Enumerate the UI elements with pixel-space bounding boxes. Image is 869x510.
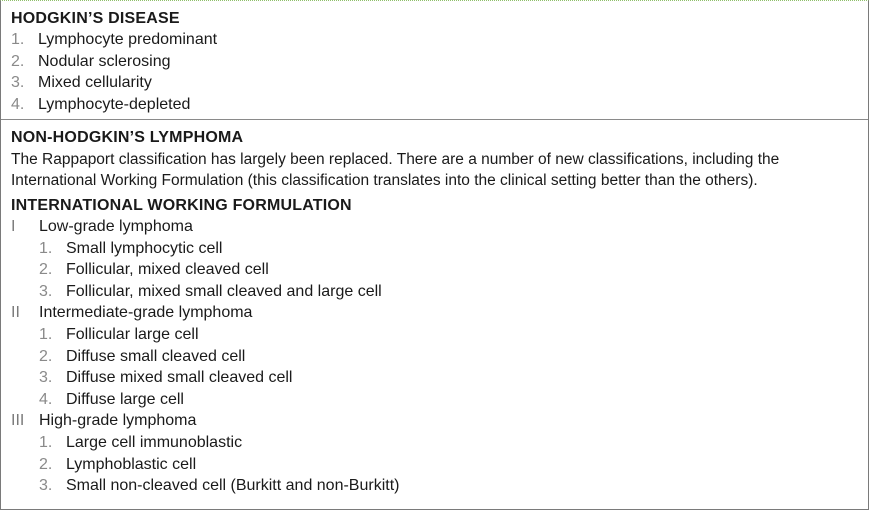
item-text: Diffuse large cell	[66, 390, 184, 408]
grade-label: High-grade lymphoma	[39, 412, 197, 430]
item-number: 1.	[11, 31, 25, 48]
item-text: Follicular large cell	[66, 325, 199, 343]
list-item	[11, 346, 868, 368]
roman-numeral: I	[11, 218, 16, 235]
item-number: 1.	[39, 433, 53, 451]
list-item	[11, 72, 868, 94]
item-text: Large cell immunoblastic	[66, 433, 243, 451]
paragraph-line: International Working Formulation (this classification translates into the clinical setting better than the others).	[11, 171, 758, 189]
item-text: Diffuse mixed small cleaved cell	[66, 369, 293, 387]
grade-group-header	[11, 410, 868, 432]
item-text: Mixed cellularity	[38, 74, 152, 92]
grade-label: Low-grade lymphoma	[39, 218, 193, 235]
list-item	[11, 29, 868, 51]
list-item	[11, 432, 868, 454]
list-item	[11, 475, 868, 497]
item-number: 3.	[39, 369, 53, 387]
paragraph-line: The Rappaport classification has largely been replaced. There are a number of new classifications, including the	[11, 151, 780, 168]
item-number: 4.	[39, 390, 53, 408]
item-text: Lymphocyte predominant	[38, 31, 218, 48]
item-text: Small lymphocytic cell	[66, 239, 223, 257]
list-item	[11, 259, 868, 281]
grade-label: Intermediate-grade lymphoma	[39, 304, 253, 322]
list-item	[11, 238, 868, 260]
list-item	[11, 324, 868, 346]
item-number: 3.	[39, 477, 53, 495]
roman-numeral: II	[11, 304, 20, 322]
hodgkins-title: HODGKIN’S DISEASE	[11, 10, 180, 27]
list-item	[11, 367, 868, 389]
item-text: Lymphocyte-depleted	[38, 95, 191, 113]
list-item	[11, 51, 868, 73]
item-text: Lymphoblastic cell	[66, 455, 197, 473]
item-number: 3.	[11, 74, 25, 92]
item-number: 2.	[11, 52, 25, 70]
roman-numeral: III	[11, 412, 25, 430]
item-number: 4.	[11, 95, 25, 113]
list-item	[11, 281, 868, 303]
hodgkins-section	[1, 1, 868, 120]
item-number: 1.	[39, 239, 53, 257]
item-text: Small non-cleaved cell (Burkitt and non-Burkitt)	[66, 477, 400, 495]
item-number: 1.	[39, 325, 53, 343]
non-hodgkins-title: NON-HODGKIN’S LYMPHOMA	[11, 129, 244, 146]
iwf-title: INTERNATIONAL WORKING FORMULATION	[11, 197, 352, 214]
list-item	[11, 94, 868, 116]
list-item	[11, 389, 868, 411]
item-text: Nodular sclerosing	[38, 52, 171, 70]
grade-group-header	[11, 302, 868, 324]
grade-group-header	[11, 216, 868, 238]
non-hodgkins-paragraph	[11, 150, 868, 191]
item-text: Diffuse small cleaved cell	[66, 347, 246, 365]
list-item	[11, 454, 868, 476]
item-text: Follicular, mixed cleaved cell	[66, 261, 269, 279]
item-number: 2.	[39, 261, 53, 279]
item-number: 2.	[39, 455, 53, 473]
item-number: 3.	[39, 282, 53, 300]
non-hodgkins-section	[1, 122, 868, 509]
item-text: Follicular, mixed small cleaved and large cell	[66, 282, 382, 300]
item-number: 2.	[39, 347, 53, 365]
